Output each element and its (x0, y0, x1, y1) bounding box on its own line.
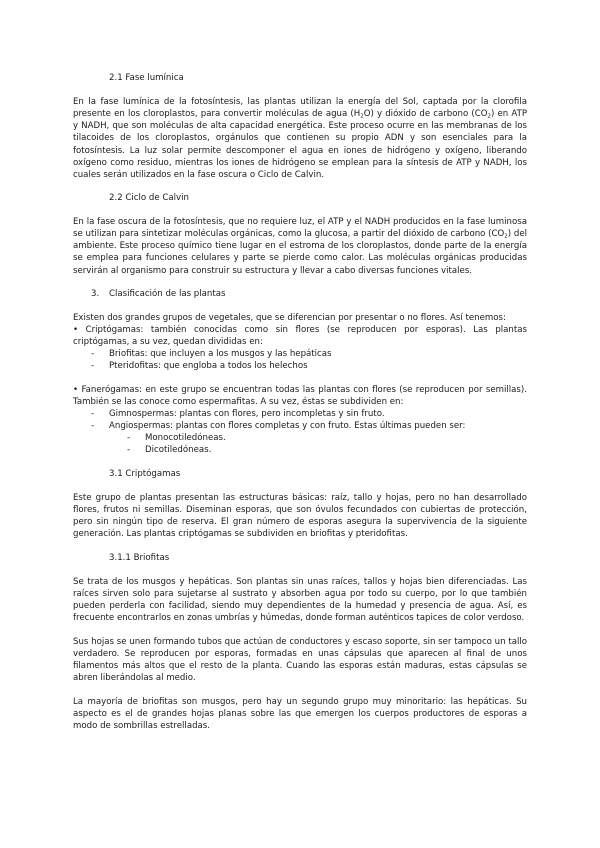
list-item-pteridofitas: Pteridofitas: que engloba a todos los helechos (109, 361, 308, 371)
list-item-angiospermas: Angiospermas: plantas con flores completas y con fruto. Estas últimas pueden ser: (109, 421, 466, 431)
list-dash: - (91, 349, 95, 359)
text-run: En la fase lumínica de la fotosíntesis, las plantas utilizan la energía del Sol, captada por la clorofila presente en los cloroplastos, para convertir moléculas de agua (H (73, 97, 527, 120)
text-run: ) en ATP y NADH, que son moléculas de alta capacidad energética. Este proceso ocurre en las membranas de los tilacoides de los cloroplastos, orgánulos que contienen su propio ADN y son esenciales para la fotosíntesis. La luz solar permite descomponer el agua en iones de hidrógeno y oxígeno, liberando oxígeno como residuo, mientras los iones de hidrógeno se emplean para la síntesis de ATP y NADH, los cuales serán utilizados en la fase oscura o Ciclo de Calvin. (73, 109, 527, 180)
heading-fase-luminica: 2.1 Fase lumínica (109, 73, 184, 83)
paragraph-fase-luminica (73, 96, 527, 181)
heading-criptogamas: 3.1 Criptógamas (109, 469, 181, 479)
subscript: 2 (487, 113, 491, 120)
paragraph-briofitas-2: Sus hojas se unen formando tubos que actúan de conductores y escaso soporte, sin ser tampoco un tallo verdadero. Se reproducen por esporas, formadas en unas cápsulas que aparecen al final de unos filamentos más altos que el resto de la planta. Cuando las esporas están maduras, estas cápsulas se abren liberándolas al medio. (73, 637, 527, 684)
paragraph-criptogamas: • Criptógamas: también conocidas como sin flores (se reproducen por esporas). Las plantas criptógamas, a su vez, quedan divididas en: (73, 325, 527, 348)
paragraph-briofitas-3: La mayoría de briofitas son musgos, pero hay un segundo grupo muy minoritario: las hepáticas. Su aspecto es el de grandes hojas planas sobre las que emergen los cuerpos productores de esporas a modo de sombrillas estrelladas. (73, 697, 527, 732)
heading-clasificacion: Clasificación de las plantas (109, 289, 226, 299)
paragraph-intro: Existen dos grandes grupos de vegetales, que se diferencian por presentar o no flores. Así tenemos: (73, 313, 506, 323)
text-run: ) del ambiente. Este proceso químico tiene lugar en el estroma de los cloroplastos, donde parte de la energía se emplea para funciones celulares y parte se pierde como calor. Las moléculas orgánicas producidas servirán al organismo para construir su estructura y llevar a cabo diversas funciones vitales. (73, 229, 527, 276)
paragraph-briofitas-1: Se trata de los musgos y hepáticas. Son plantas sin unas raíces, tallos y hojas bien diferenciadas. Las raíces sirven solo para sujetarse al sustrato y absorben agua por todo su cuerpo, por lo que también pueden perderla con facilidad, siendo muy dependientes de la humedad y presencia de agua. Así, es frecuente encontrarlos en zonas umbrías y húmedas, donde forman auténticos tapices de color verdoso. (73, 577, 527, 624)
subscript: 2 (360, 113, 364, 120)
list-dash: - (91, 361, 95, 371)
heading-briofitas: 3.1.1 Briofitas (109, 553, 170, 563)
heading-ciclo-calvin: 2.2 Ciclo de Calvin (109, 193, 189, 203)
text-run: En la fase oscura de la fotosíntesis, que no requiere luz, el ATP y el NADH producidos en la fase luminosa se utilizan para sintetizar moléculas orgánicas, como la glucosa, a partir del dióxido de carbono (CO (73, 217, 527, 240)
list-dash: - (91, 409, 95, 419)
list-dash: - (91, 421, 95, 431)
list-dash: - (127, 433, 131, 443)
paragraph-fanerogamas: • Fanerógamas: en este grupo se encuentran todas las plantas con flores (se reproducen por semillas). También se las conoce como espermafitas. A su vez, éstas se subdividen en: (73, 385, 527, 408)
paragraph-criptogamas-detalle: Este grupo de plantas presentan las estructuras básicas: raíz, tallo y hojas, pero no han desarrollado flores, frutos ni semillas. Diseminan esporas, que son óvulos fecundados con cubiertas de protección, pero sin ningún tipo de reserva. El gran número de esporas asegura la supervivencia de la siguiente generación. Las plantas criptógamas se subdividen en briofitas y pteridofitas. (73, 493, 527, 540)
heading-number: 3. (91, 289, 100, 299)
list-item-monocotiledoneas: Monocotiledóneas. (145, 433, 226, 443)
list-item-dicotiledoneas: Dicotiledóneas. (145, 445, 212, 455)
list-item-briofitas: Briofitas: que incluyen a los musgos y las hepáticas (109, 349, 332, 359)
list-item-gimnospermas: Gimnospermas: plantas con flores, pero incompletas y sin fruto. (109, 409, 385, 419)
subscript: 2 (504, 233, 508, 240)
text-run: O) y dióxido de carbono (CO (363, 109, 488, 120)
list-dash: - (127, 445, 131, 455)
paragraph-ciclo-calvin (73, 216, 527, 277)
